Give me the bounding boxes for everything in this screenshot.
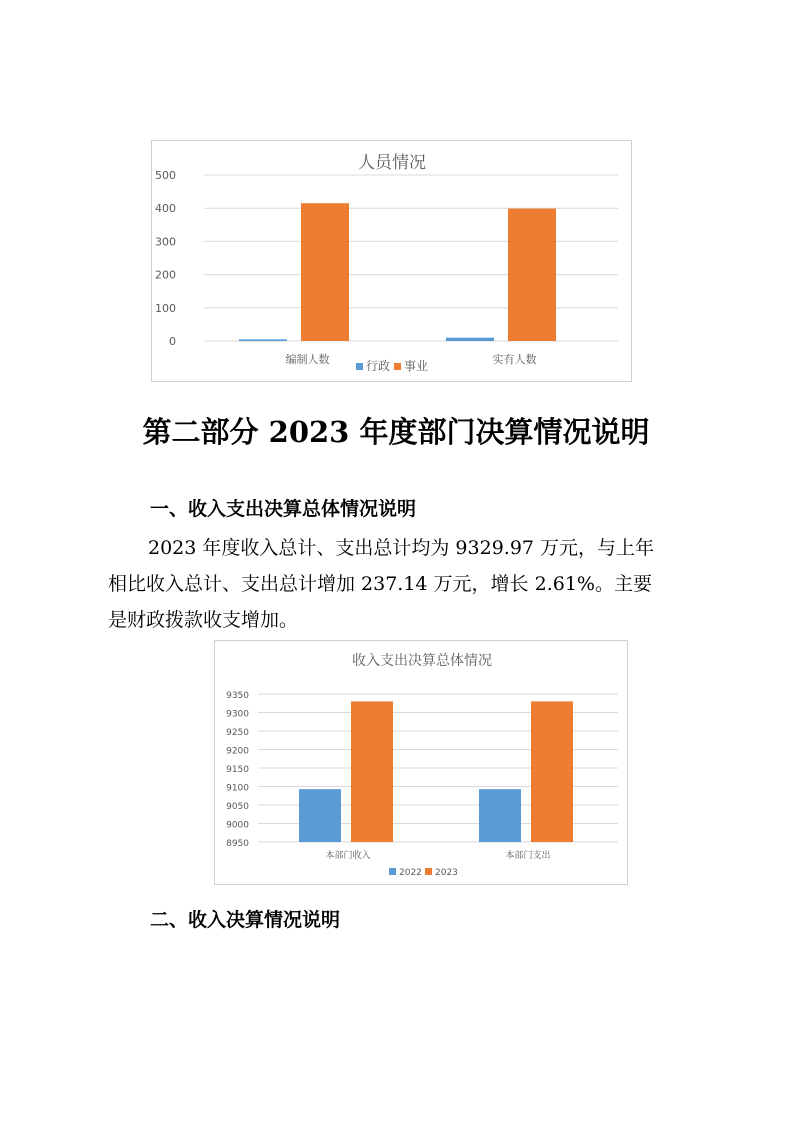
y-tick-label: 9250 [226, 728, 249, 738]
bar-2022-本部门收入 [299, 789, 341, 842]
bar-事业-实有人数 [508, 209, 556, 341]
y-tick-label: 200 [155, 268, 176, 282]
income-expense-chart [214, 640, 628, 885]
legend-swatch [356, 363, 363, 370]
y-tick-label: 400 [155, 202, 176, 216]
bar-行政-编制人数 [239, 339, 287, 341]
y-tick-label: 9100 [226, 783, 249, 794]
bar-行政-实有人数 [446, 338, 494, 341]
legend-label: 2022 [399, 868, 422, 878]
section-title-1: 一、收入支出决算总体情况说明 [150, 498, 417, 520]
staff-chart [151, 140, 632, 382]
legend-label: 行政 [366, 359, 391, 373]
paragraph-line-1: 2023 年度收入总计、支出总计均为 9329.97 万元，与上年 [148, 537, 655, 559]
category-label: 实有人数 [492, 353, 537, 366]
paragraph-line-3: 是财政拨款收支增加。 [108, 609, 299, 631]
bar-2022-本部门支出 [479, 789, 521, 842]
chart-title: 人员情况 [358, 153, 426, 173]
bar-事业-编制人数 [301, 203, 349, 341]
y-tick-label: 9050 [226, 802, 249, 812]
y-tick-label: 0 [169, 335, 176, 348]
category-label: 本部门支出 [505, 851, 551, 861]
y-tick-label: 9150 [226, 765, 249, 775]
part-heading: 第二部分 2023 年度部门决算情况说明 [142, 415, 650, 449]
legend-label: 2023 [435, 868, 458, 878]
legend-swatch [425, 868, 432, 875]
bar-2023-本部门收入 [351, 701, 393, 842]
y-tick-label: 9350 [226, 691, 249, 701]
y-tick-label: 9300 [226, 709, 249, 720]
y-tick-label: 500 [155, 169, 176, 182]
category-label: 本部门收入 [325, 851, 371, 861]
legend-label: 事业 [404, 359, 429, 373]
y-tick-label: 8950 [226, 839, 249, 849]
y-tick-label: 300 [155, 235, 176, 249]
bar-2023-本部门支出 [531, 701, 573, 842]
legend-swatch [389, 868, 396, 875]
section-title-2: 二、收入决算情况说明 [150, 909, 341, 931]
legend-swatch [394, 363, 401, 370]
staff-chart-svg [152, 141, 633, 383]
y-tick-label: 9000 [226, 820, 249, 831]
category-label: 编制人数 [285, 353, 330, 366]
chart-title: 收入支出决算总体情况 [352, 653, 492, 669]
paragraph-line-2: 相比收入总计、支出总计增加 237.14 万元，增长 2.61%。主要 [108, 573, 652, 595]
y-tick-label: 9200 [226, 746, 249, 757]
income-expense-chart-svg [215, 641, 629, 886]
y-tick-label: 100 [155, 301, 176, 315]
